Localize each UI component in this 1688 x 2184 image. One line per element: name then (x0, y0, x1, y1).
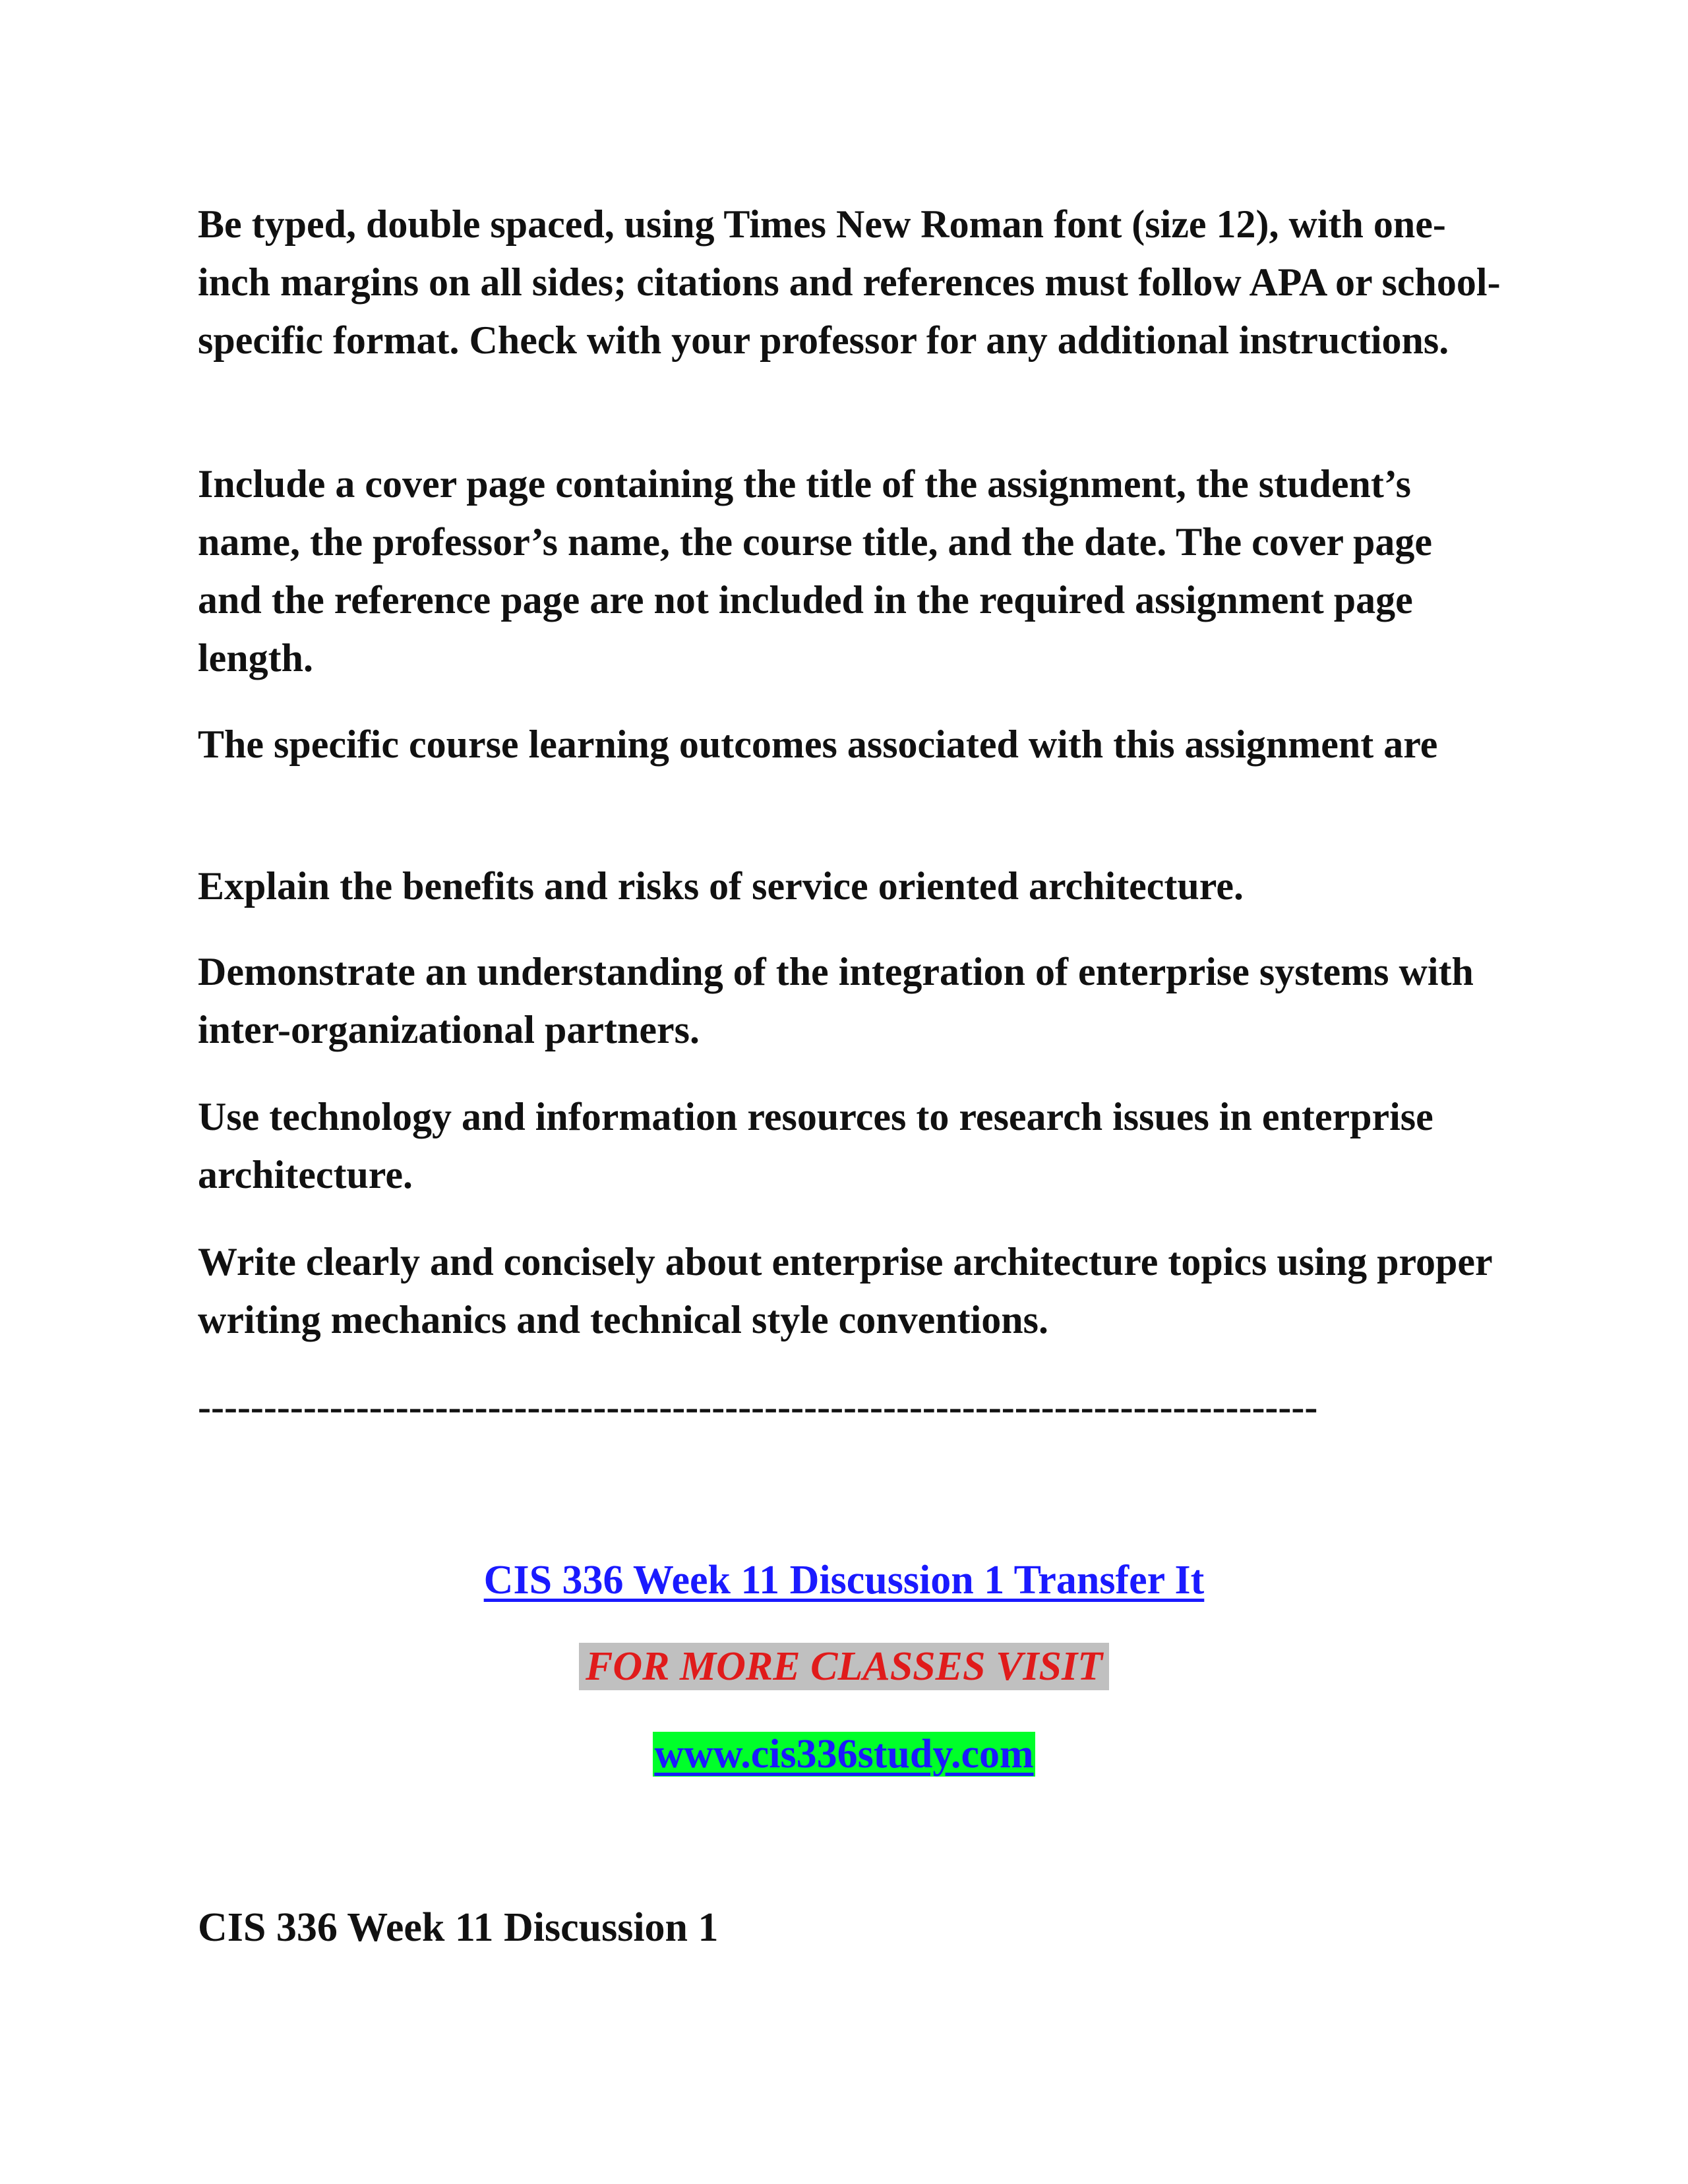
paragraph-formatting-requirements: Be typed, double spaced, using Times New Roman font (size 12), with one-inch margins on all sides; citations and references must follow APA or school-specific format. Check with your professor for any additional instructions. (198, 202, 1501, 362)
paragraph-cover-page: Include a cover page containing the title of the assignment, the student’s name, the professor’s name, the course title, and the date. The cover page and the reference page are not included in the required assignment page length. (198, 462, 1432, 680)
site-link-line (0, 1725, 1688, 1783)
outcome-soa-benefits: Explain the benefits and risks of service oriented architecture. (198, 864, 1244, 908)
outcome-writing: Write clearly and concisely about enterprise architecture topics using proper writing mechanics and technical style conventions. (198, 1240, 1492, 1342)
more-classes-banner: FOR MORE CLASSES VISIT (579, 1643, 1109, 1690)
discussion-title-link[interactable]: CIS 336 Week 11 Discussion 1 Transfer It (483, 1558, 1205, 1603)
paragraph-learning-outcomes-intro: The specific course learning outcomes associated with this assignment are (198, 723, 1438, 766)
dashed-divider: ------------------------------------------------------------------------------------- (198, 1385, 1318, 1429)
outcome-enterprise-integration: Demonstrate an understanding of the integration of enterprise systems with inter-organizational partners. (198, 950, 1474, 1051)
section-heading: CIS 336 Week 11 Discussion 1 (198, 1905, 719, 1950)
more-classes-line (0, 1638, 1688, 1696)
outcome-research-issues: Use technology and information resources to research issues in enterprise architecture. (198, 1095, 1433, 1196)
site-url-link[interactable]: www.cis336study.com (654, 1732, 1034, 1777)
discussion-title-line (0, 1551, 1688, 1609)
